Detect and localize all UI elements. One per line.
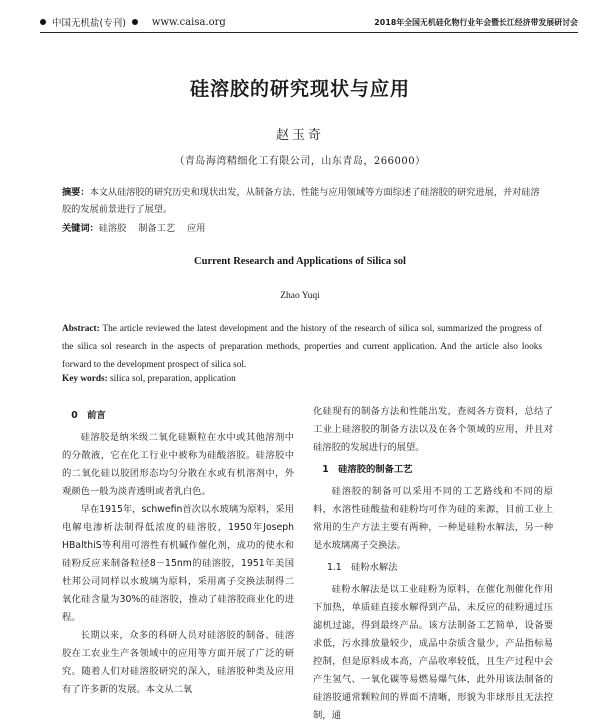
keywords-en — [62, 374, 542, 384]
paragraph: 化硅现有的制备方法和性能出发，查阅各方资料，总结了工业上硅溶胶的制备方法以及在各个领域的应用，并且对硅溶胶的发展进行的展望。 — [313, 406, 553, 453]
abstract-cn-text: 本文从硅溶胶的研究历史和现状出发，从制备方法、性能与应用领域等方面综述了硅溶胶的研究进展，并对硅溶胶的发展前景进行了展望。 — [62, 187, 540, 215]
section-heading: 0 前言 — [71, 410, 106, 421]
section-heading: 1 硅溶胶的制备工艺 — [322, 464, 413, 475]
paper-title: 硅溶胶的研究现状与应用 — [189, 78, 410, 100]
paper-affiliation: （青岛海湾精细化工有限公司，山东青岛，266000） — [174, 156, 426, 167]
paragraph: 硅溶胶的制备可以采用不同的工艺路线和不同的原料，水溶性硅酸盐和硅粉均可作为硅的来源，目前工业上常用的生产方法主要有两种，一种是硅粉水解法，另一种是水玻璃离子交换法。 — [313, 486, 553, 551]
keyword: 制备工艺 — [138, 223, 176, 234]
abstract-cn-label: 摘要： — [62, 187, 90, 198]
english-author: Zhao Yuqi — [280, 291, 320, 301]
keyword: 硅溶胶 — [98, 223, 127, 234]
paper-author: 赵玉奇 — [275, 128, 324, 143]
abstract-en-text: The article reviewed the latest development and the history of the research of silica sol, summarized the progress of the silica sol research in the aspects of preparation methods, properties and current application. And the article also looks forward to the development prospect of silica sol. — [62, 324, 543, 370]
journal-title: 中国无机盐(专刊) — [52, 18, 126, 29]
paragraph: 早在1915年，schwefin首次以水玻璃为原料，采用电解电渗析法制得低浓度的硅溶胶，1950年Joseph HBalthiS等利用可溶性有机碱作催化剂，成功的使水和硅粉反应来制备粒径8－15nm的硅溶胶，1951年美国杜邦公司同样以水玻璃为原料，采用离子交换法制得二氧化硅含量为30%的硅溶胶，推动了硅溶胶商业化的进程。 — [62, 504, 294, 623]
keywords-cn — [62, 220, 542, 234]
bullet-icon — [132, 19, 138, 25]
english-title: Current Research and Applications of Silica sol — [194, 256, 406, 267]
bullet-icon — [40, 19, 46, 25]
header-rule — [40, 32, 578, 33]
conference-name: 2018年全国无机硅化物行业年会暨长江经济带发展研讨会 — [374, 17, 578, 27]
keywords-en-label: Key words: — [62, 374, 108, 384]
keywords-cn-label: 关键词： — [62, 223, 99, 234]
keyword: 应用 — [187, 223, 206, 234]
abstract-en-label: Abstract: — [62, 324, 100, 334]
journal-name — [40, 15, 138, 29]
journal-url: www.caisa.org — [151, 16, 226, 28]
running-header — [40, 14, 578, 30]
abstract-en — [62, 320, 542, 374]
body-column-left — [62, 403, 294, 699]
subsection-heading: 1.1 硅粉水解法 — [326, 562, 398, 573]
paragraph: 硅溶胶是纳米级二氧化硅颗粒在水中或其他溶剂中的分散液，它在化工行业中被称为硅酸溶胶。硅溶胶中的二氧化硅以胶团形态均匀分散在水或有机溶剂中，外观颜色一般为淡青透明或者乳白色。 — [62, 432, 294, 497]
paragraph: 硅粉水解法是以工业硅粉为原料，在催化剂催化作用下加热，单质硅直接水解得到产品，未反应的硅粉通过压滤机过滤，得到最终产品。该方法制备工艺简单，设备要求低，污水排放量较少，成品中杂质含量少，产品指标易控制，但是原料成本高，产品收率较低，且生产过程中会产生氢气、一氧化碳等易燃易爆气体，此外用该法制备的硅溶胶通常颗粒间的界面不清晰，形貌为非球形且无法控制，通 — [313, 584, 553, 721]
body-column-right — [313, 403, 553, 725]
paragraph: 长期以来，众多的科研人员对硅溶胶的制备、硅溶胶在工农业生产各领域中的应用等方面开展了广泛的研究。随着人们对硅溶胶研究的深入，硅溶胶种类及应用有了许多新的发展。本文从二氧 — [62, 630, 294, 695]
abstract-cn — [62, 184, 542, 218]
keywords-en-text: silica sol, preparation, application — [110, 374, 236, 384]
